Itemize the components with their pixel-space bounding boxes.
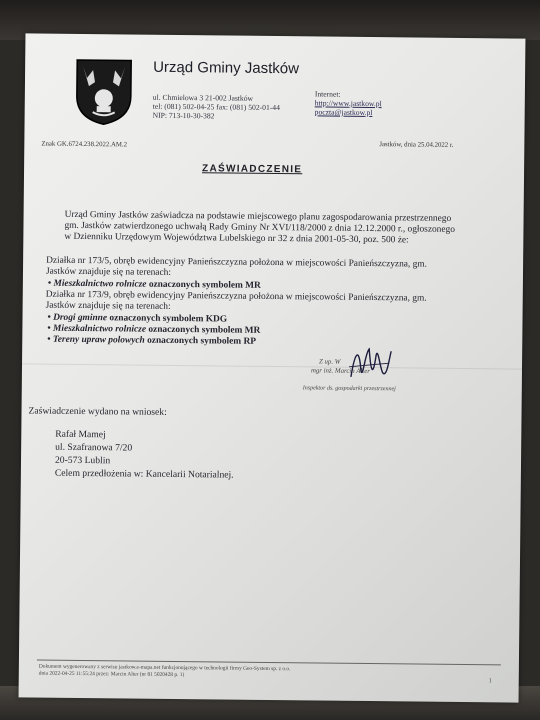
- intro-line: gm. Jastków zatwierdzonego uchwałą Rady Gminy Nr XVI/118/2000 z dnia 12.12.2000 r., ogłoszonego: [64, 220, 455, 235]
- website-link[interactable]: http://www.jastkow.pl: [314, 98, 382, 109]
- office-phone-fax: tel: (081) 502-04-25 fax: (081) 502-01-44: [152, 101, 280, 113]
- document-title: ZAŚWIADCZENIE: [202, 163, 303, 176]
- footer-generation-note: Dokument wygenerowany z serwisu jastkow.e-mapa.net funkcjonującego w technologii firmy Geo-System sp. z o.o.: [38, 663, 291, 673]
- office-name: Urząd Gminy Jastków: [153, 58, 300, 78]
- zone-name: Drogi gminne: [53, 312, 108, 324]
- purpose: Celem przedłożenia w: Kancelarii Notarialnej.: [54, 467, 234, 481]
- zone-name: Mieszkalnictwo rolnicze: [53, 278, 147, 290]
- zone-name: Tereny upraw polowych: [52, 334, 145, 346]
- paper-fold: [22, 363, 522, 369]
- footer-generation-date: dnia 2022-04-25 11:55:24 przez: Marcin Alter (nr 81 5020428 p. 1): [38, 670, 185, 679]
- zone-symbol: oznaczonych symbolem MR: [145, 324, 261, 336]
- zone-symbol: oznaczonych symbolem KDG: [107, 313, 228, 325]
- request-heading: Zaświadczenie wydano na wniosek:: [28, 405, 167, 418]
- office-address: ul. Chmielowa 3 21-002 Jastków: [152, 92, 254, 103]
- coat-of-arms-icon: [73, 56, 136, 127]
- parcel2-line: Działka nr 173/9, obręb ewidencyjny Panieńszczyzna położona w miejscowości Panieńszczyzna, gm.: [45, 289, 427, 304]
- parcel2-zone-item: • Mieszkalnictwo rolnicze oznaczonych symbolem MR: [47, 323, 261, 336]
- zone-name: Mieszkalnictwo rolnicze: [52, 323, 147, 335]
- signature-authorization: Z up. W: [319, 358, 341, 366]
- applicant-city: 20-573 Lublin: [54, 454, 111, 467]
- signatory-name: mgr inż. Marcin Alter: [310, 367, 370, 376]
- parcel2-zone-item: • Drogi gminne oznaczonych symbolem KDG: [47, 312, 228, 325]
- document-sheet: [19, 33, 526, 702]
- page-number: 1: [488, 678, 492, 685]
- place-date: Jastków, dnia 25.04.2022 r.: [379, 141, 454, 149]
- parcel2-line: Jastków znajduje się na terenach:: [45, 300, 171, 312]
- parcel2-zone-item: • Tereny upraw polowych oznaczonych symbolem RP: [47, 334, 257, 347]
- internet-label: Internet:: [314, 89, 341, 99]
- applicant-name: Rafał Mamej: [55, 428, 106, 441]
- intro-line: w Dzienniku Urzędowym Województwa Lubelskiego nr 32 z dnia 2001-05-30, poz. 500 że:: [64, 231, 409, 246]
- parcel1-zone-item: • Mieszkalnictwo rolnicze oznaczonych symbolem MR: [47, 278, 261, 291]
- zone-symbol: oznaczonych symbolem RP: [144, 335, 257, 347]
- applicant-street: ul. Szafranowa 7/20: [55, 441, 133, 454]
- case-number: Znak GK.6724.238.2022.AM.2: [41, 140, 128, 149]
- parcel1-line: Działka nr 173/5, obręb ewidencyjny Panieńszczyzna położona w miejscowości Panieńszczyzna, gm.: [46, 255, 428, 270]
- parcel1-line: Jastków znajduje się na terenach:: [45, 266, 171, 278]
- zone-symbol: oznaczonych symbolem MR: [146, 279, 261, 291]
- email-link[interactable]: poczta@jastkow.pl: [314, 107, 373, 118]
- intro-line: Urząd Gminy Jastków zaświadcza na podstawie miejscowego planu zagospodarowania przestrzennego: [64, 209, 452, 224]
- handwritten-signature-icon: [345, 343, 395, 386]
- signatory-position: Inspektor ds. gospodarki przestrzennej: [302, 385, 396, 393]
- office-nip: NIP: 713-10-30-382: [152, 110, 215, 121]
